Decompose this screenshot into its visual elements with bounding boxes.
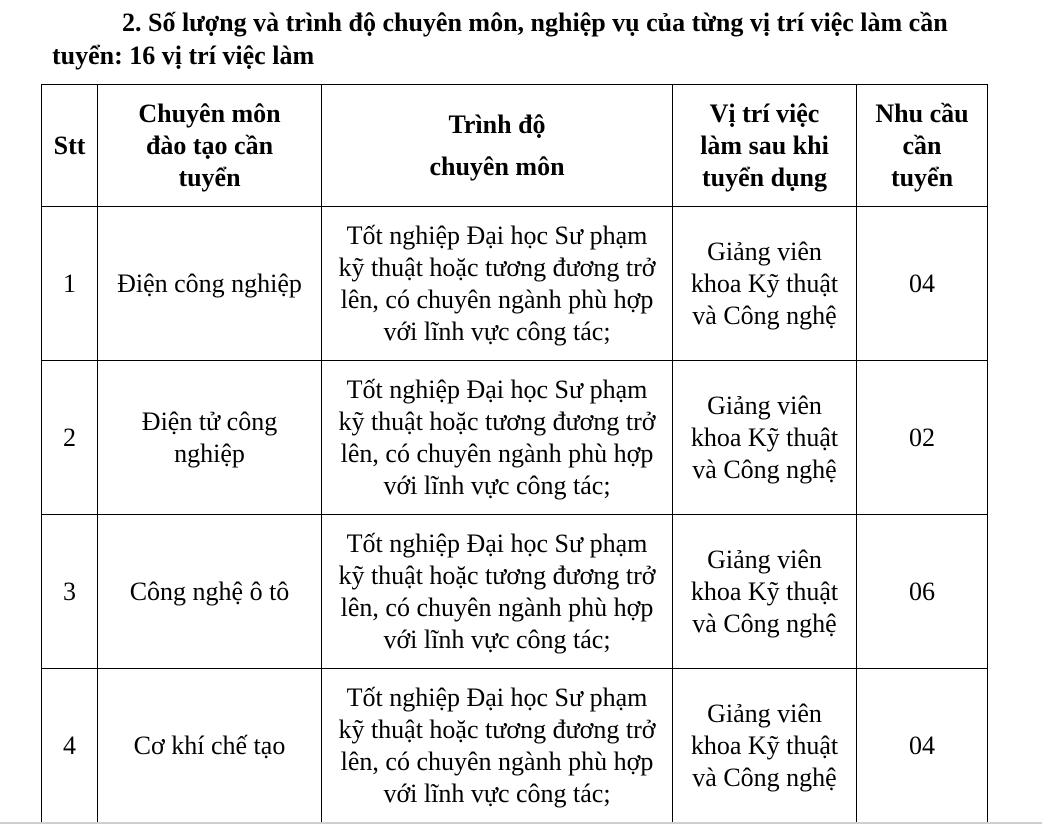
- cell-level: Tốt nghiệp Đại học Sư phạm kỹ thuật hoặc tương đương trở lên, có chuyên ngành phù hợp với lĩnh vực công tác;: [322, 669, 673, 823]
- table-header-row: [42, 85, 988, 207]
- header-position: Vị trí việc làm sau khi tuyển dụng: [673, 85, 857, 207]
- header-level: [322, 85, 673, 207]
- cell-need: 04: [857, 207, 988, 361]
- recruitment-table: [41, 84, 988, 823]
- cell-need: 06: [857, 515, 988, 669]
- header-major: Chuyên môn đào tạo cần tuyển: [98, 85, 322, 207]
- section-heading: 2. Số lượng và trình độ chuyên môn, nghiệp vụ của từng vị trí việc làm cần tuyển: 16 vị trí việc làm: [52, 8, 948, 70]
- cell-stt: 2: [42, 361, 98, 515]
- cell-position: Giảng viên khoa Kỹ thuật và Công nghệ: [673, 515, 857, 669]
- table-row: [42, 669, 988, 823]
- cell-position: Giảng viên khoa Kỹ thuật và Công nghệ: [673, 669, 857, 823]
- cell-stt: 1: [42, 207, 98, 361]
- cell-position: Giảng viên khoa Kỹ thuật và Công nghệ: [673, 361, 857, 515]
- table-row: [42, 515, 988, 669]
- cell-level: Tốt nghiệp Đại học Sư phạm kỹ thuật hoặc tương đương trở lên, có chuyên ngành phù hợp với lĩnh vực công tác;: [322, 207, 673, 361]
- header-level-line1: Trình độ: [448, 109, 546, 139]
- cell-major: Công nghệ ô tô: [98, 515, 322, 669]
- header-need: Nhu cầu cần tuyển: [857, 85, 988, 207]
- page-bottom-divider: [0, 822, 1042, 824]
- table-row: [42, 207, 988, 361]
- header-level-line2: chuyên môn: [429, 151, 565, 181]
- cell-stt: 4: [42, 669, 98, 823]
- cell-major: Cơ khí chế tạo: [98, 669, 322, 823]
- table-row: [42, 361, 988, 515]
- cell-major: Điện công nghiệp: [98, 207, 322, 361]
- cell-major: Điện tử công nghiệp: [98, 361, 322, 515]
- cell-need: 02: [857, 361, 988, 515]
- cell-level: Tốt nghiệp Đại học Sư phạm kỹ thuật hoặc tương đương trở lên, có chuyên ngành phù hợp với lĩnh vực công tác;: [322, 515, 673, 669]
- cell-stt: 3: [42, 515, 98, 669]
- cell-level: Tốt nghiệp Đại học Sư phạm kỹ thuật hoặc tương đương trở lên, có chuyên ngành phù hợp với lĩnh vực công tác;: [322, 361, 673, 515]
- cell-need: 04: [857, 669, 988, 823]
- header-stt: Stt: [42, 85, 98, 207]
- cell-position: Giảng viên khoa Kỹ thuật và Công nghệ: [673, 207, 857, 361]
